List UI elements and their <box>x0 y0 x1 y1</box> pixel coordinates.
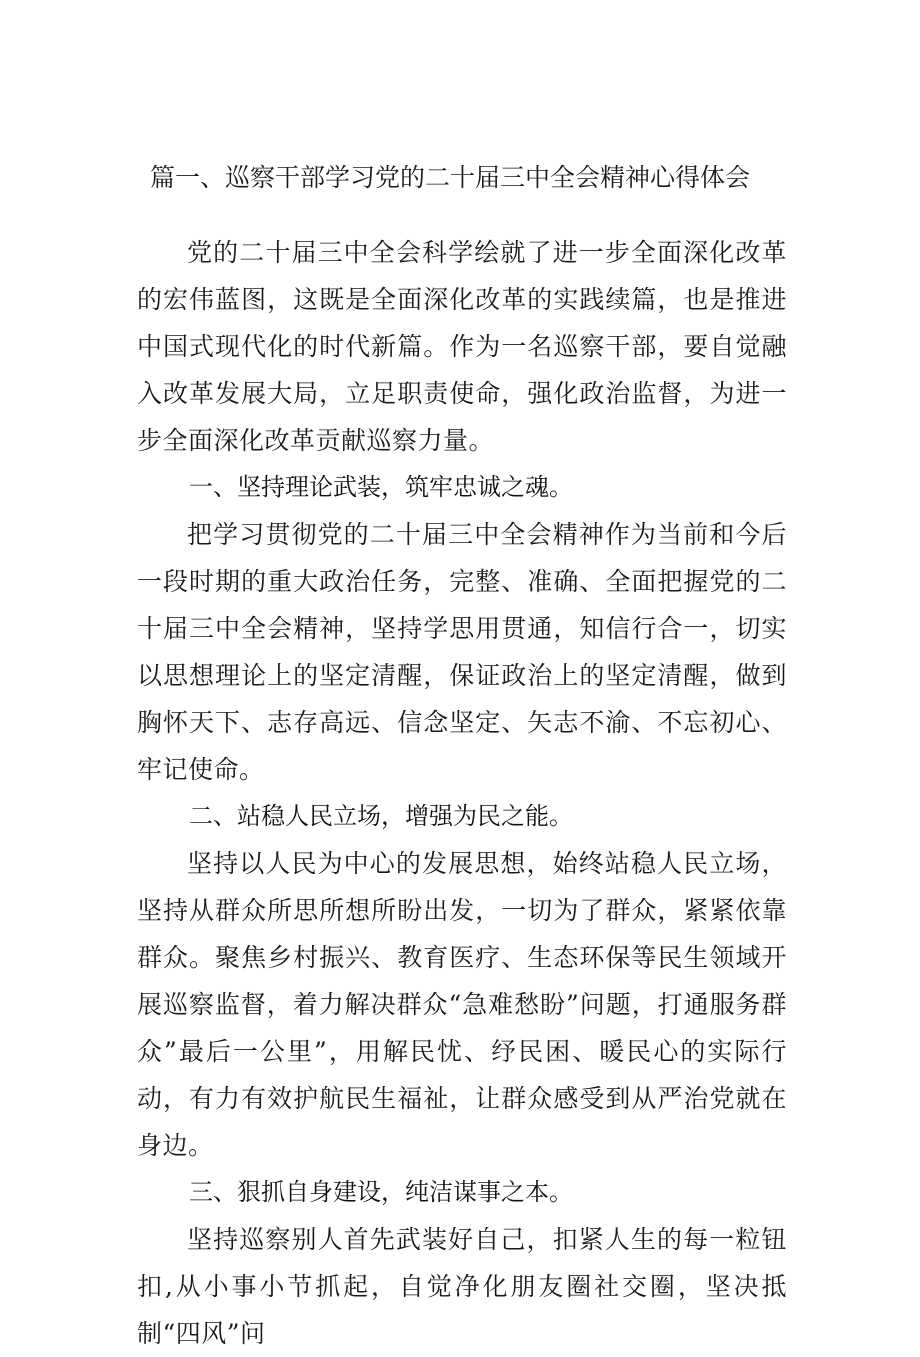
document-title: 篇一、巡察干部学习党的二十届三中全会精神心得体会 <box>150 163 751 192</box>
document-body <box>137 229 787 1357</box>
intro-paragraph: 党的二十届三中全会科学绘就了进一步全面深化改革的宏伟蓝图，这既是全面深化改革的实践续篇，也是推进中国式现代化的时代新篇。作为一名巡察干部，要自觉融入改革发展大局，立足职责使命，强化政治监督，为进一步全面深化改革贡献巡察力量。 <box>137 238 787 455</box>
section-heading-1: 一、坚持理论武装，筑牢忠诚之魂。 <box>189 473 573 501</box>
section-heading-3: 三、狠抓自身建设，纯洁谋事之本。 <box>189 1178 573 1206</box>
section-heading-2: 二、站稳人民立场，增强为民之能。 <box>189 802 573 830</box>
section-paragraph-1: 把学习贯彻党的二十届三中全会精神作为当前和今后一段时期的重大政治任务，完整、准确、全面把握党的二十届三中全会精神，坚持学思用贯通，知信行合一，切实以思想理论上的坚定清醒，保证政治上的坚定清醒，做到胸怀天下、志存高远、信念坚定、矢志不渝、不忘初心、牢记使命。 <box>137 520 787 784</box>
section-paragraph-2: 坚持以人民为中心的发展思想，始终站稳人民立场，坚持从群众所思所想所盼出发，一切为了群众，紧紧依靠群众。聚焦乡村振兴、教育医疗、生态环保等民生领域开展巡察监督，着力解决群众“急难愁盼”问题，打通服务群众”最后一公里”，用解民忧、纾民困、暖民心的实际行动，有力有效护航民生福祉，让群众感受到从严治党就在身边。 <box>137 849 787 1160</box>
section-paragraph-3: 坚持巡察别人首先武装好自己，扣紧人生的每一粒钮扣,从小事小节抓起，自觉净化朋友圈社交圈，坚决抵制“四风”问 <box>137 1225 787 1348</box>
